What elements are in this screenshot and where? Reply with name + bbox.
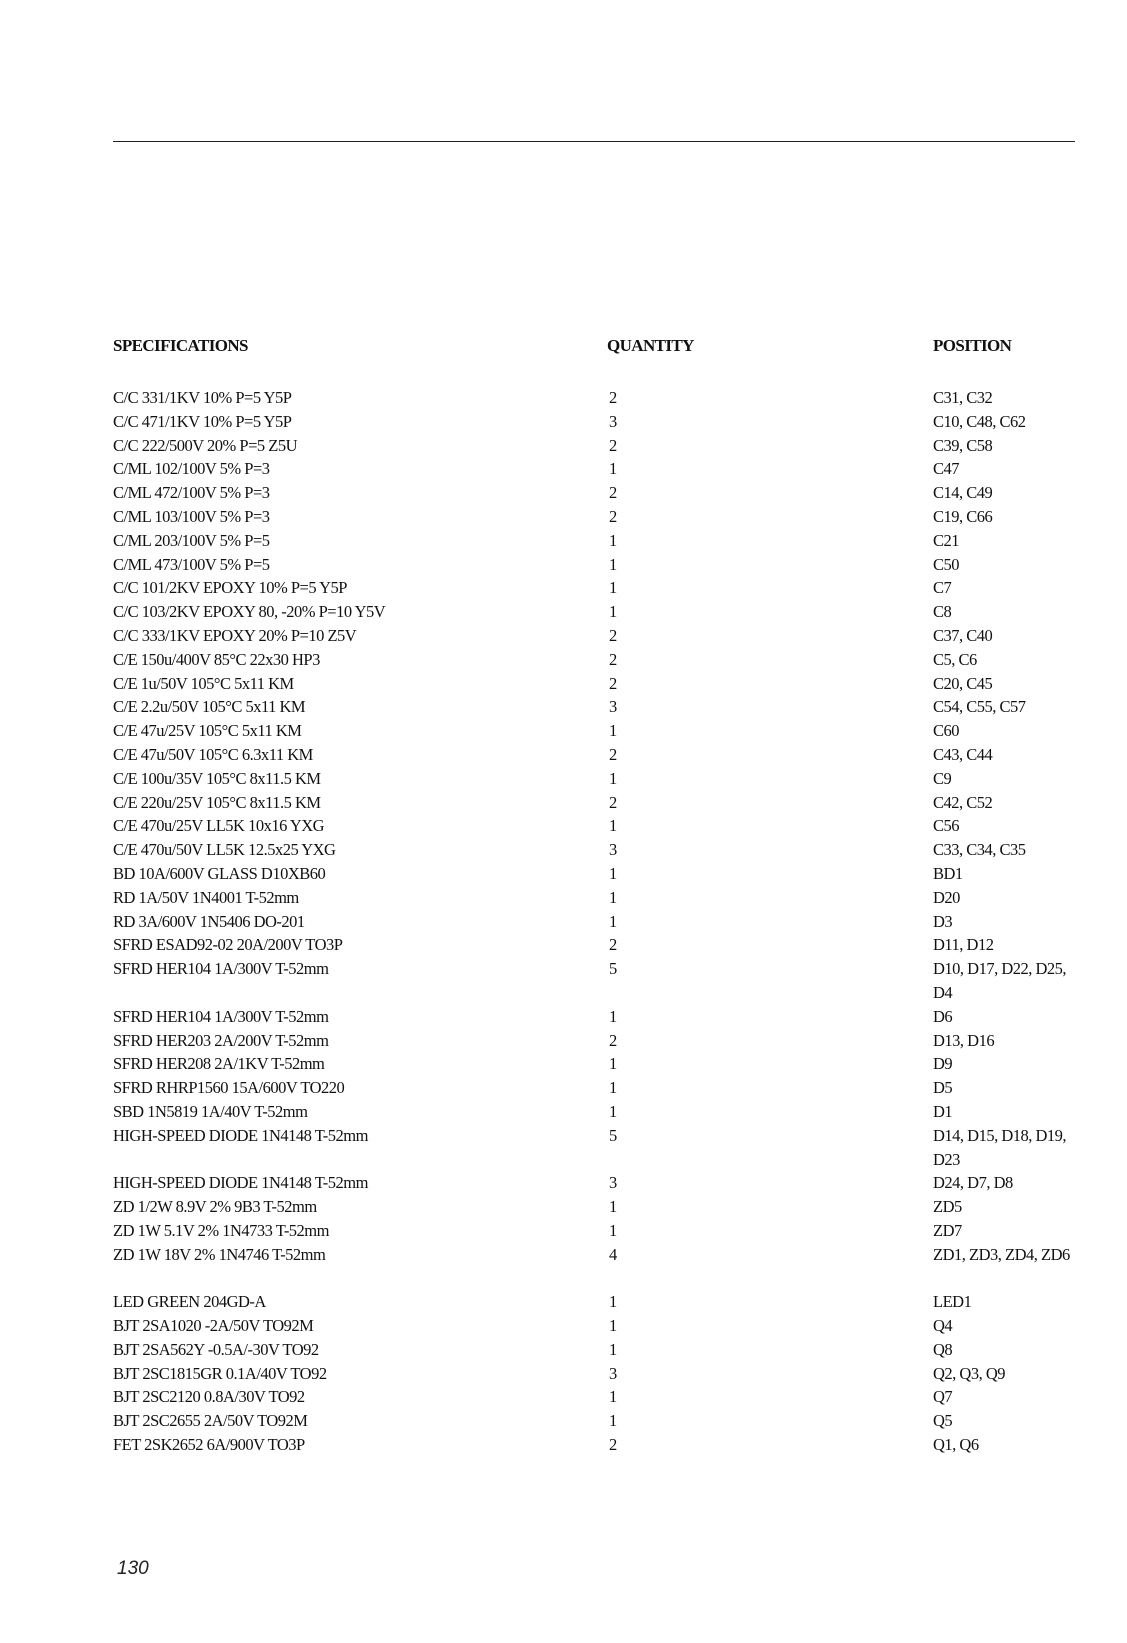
- row-quantity: 1: [609, 554, 617, 574]
- row-quantity: 2: [609, 744, 617, 764]
- row-specification: SFRD HER104 1A/300V T-52mm: [113, 1006, 329, 1026]
- row-position: LED1: [933, 1292, 972, 1312]
- row-position: C37, C40: [933, 625, 993, 645]
- table-row: [0, 1409, 1127, 1433]
- row-quantity: 2: [609, 483, 617, 503]
- row-specification: SBD 1N5819 1A/40V T-52mm: [113, 1101, 308, 1121]
- row-specification: ZD 1W 18V 2% 1N4746 T-52mm: [113, 1244, 326, 1264]
- row-position: D10, D17, D22, D25, D4: [933, 959, 1067, 1002]
- table-row: [0, 1005, 1127, 1029]
- row-specification: C/C 333/1KV EPOXY 20% P=10 Z5V: [113, 625, 357, 645]
- row-position: D20: [933, 887, 960, 907]
- row-position: D5: [933, 1078, 953, 1098]
- row-quantity: 3: [609, 840, 617, 860]
- row-specification: ZD 1/2W 8.9V 2% 9B3 T-52mm: [113, 1197, 317, 1217]
- row-specification: C/E 470u/25V LL5K 10x16 YXG: [113, 816, 325, 836]
- row-specification: SFRD RHRP1560 15A/600V TO220: [113, 1078, 345, 1098]
- row-quantity: 1: [609, 1292, 617, 1312]
- table-row: [0, 814, 1127, 838]
- row-specification: RD 3A/600V 1N5406 DO-201: [113, 911, 305, 931]
- row-quantity: 1: [609, 768, 617, 788]
- row-position: D11, D12: [933, 935, 994, 955]
- row-quantity: 5: [609, 959, 617, 979]
- row-specification: BJT 2SC2120 0.8A/30V TO92: [113, 1387, 305, 1407]
- page-number: 130: [117, 1558, 149, 1579]
- row-position: ZD7: [933, 1220, 962, 1240]
- table-row: [0, 1290, 1127, 1314]
- row-specification: LED GREEN 204GD-A: [113, 1292, 266, 1312]
- table-row: [0, 505, 1127, 529]
- table-row: [0, 457, 1127, 481]
- row-position: C10, C48, C62: [933, 411, 1026, 431]
- row-position: C5, C6: [933, 649, 977, 669]
- row-specification: C/E 220u/25V 105°C 8x11.5 KM: [113, 792, 321, 812]
- row-quantity: 1: [609, 1197, 617, 1217]
- table-row: [0, 1124, 1127, 1172]
- header-quantity: QUANTITY: [607, 336, 694, 355]
- row-specification: C/C 471/1KV 10% P=5 Y5P: [113, 411, 292, 431]
- row-position: Q7: [933, 1387, 953, 1407]
- table-row: [0, 743, 1127, 767]
- row-quantity: 2: [609, 1030, 617, 1050]
- row-position: C39, C58: [933, 435, 993, 455]
- row-position: Q5: [933, 1411, 953, 1431]
- table-row: [0, 719, 1127, 743]
- row-specification: C/E 100u/35V 105°C 8x11.5 KM: [113, 768, 321, 788]
- row-quantity: 1: [609, 1316, 617, 1336]
- row-specification: C/C 101/2KV EPOXY 10% P=5 Y5P: [113, 578, 347, 598]
- row-quantity: 4: [609, 1244, 617, 1264]
- row-position: Q4: [933, 1316, 953, 1336]
- row-position: C56: [933, 816, 960, 836]
- table-row: [0, 1171, 1127, 1195]
- table-row: [0, 791, 1127, 815]
- row-position: C42, C52: [933, 792, 993, 812]
- table-row: [0, 886, 1127, 910]
- parts-list: [0, 386, 1127, 1457]
- row-position: D3: [933, 911, 953, 931]
- table-row: [0, 1338, 1127, 1362]
- table-row: [0, 529, 1127, 553]
- row-position: BD1: [933, 863, 963, 883]
- row-position: C60: [933, 721, 960, 741]
- row-specification: BJT 2SC2655 2A/50V TO92M: [113, 1411, 308, 1431]
- row-position: C50: [933, 554, 960, 574]
- row-specification: RD 1A/50V 1N4001 T-52mm: [113, 887, 299, 907]
- row-position: C43, C44: [933, 744, 993, 764]
- row-specification: C/ML 473/100V 5% P=5: [113, 554, 270, 574]
- table-row: [0, 862, 1127, 886]
- row-position: Q1, Q6: [933, 1435, 979, 1455]
- row-quantity: 1: [609, 721, 617, 741]
- row-specification: C/C 222/500V 20% P=5 Z5U: [113, 435, 298, 455]
- table-row: [0, 576, 1127, 600]
- row-position: D6: [933, 1006, 953, 1026]
- row-specification: C/ML 103/100V 5% P=3: [113, 506, 270, 526]
- row-position: ZD5: [933, 1197, 962, 1217]
- row-specification: BJT 2SC1815GR 0.1A/40V TO92: [113, 1363, 327, 1383]
- row-specification: C/C 103/2KV EPOXY 80, -20% P=10 Y5V: [113, 602, 386, 622]
- row-quantity: 3: [609, 1363, 617, 1383]
- row-quantity: 1: [609, 578, 617, 598]
- row-specification: C/E 47u/50V 105°C 6.3x11 KM: [113, 744, 313, 764]
- row-position: D14, D15, D18, D19, D23: [933, 1125, 1067, 1169]
- row-quantity: 1: [609, 1387, 617, 1407]
- row-specification: FET 2SK2652 6A/900V TO3P: [113, 1435, 305, 1455]
- row-position: D1: [933, 1101, 953, 1121]
- row-quantity: 2: [609, 935, 617, 955]
- row-quantity: 1: [609, 1101, 617, 1121]
- table-row: [0, 386, 1127, 410]
- row-specification: C/E 2.2u/50V 105°C 5x11 KM: [113, 697, 306, 717]
- row-quantity: 1: [609, 459, 617, 479]
- row-quantity: 1: [609, 1220, 617, 1240]
- table-row: [0, 434, 1127, 458]
- row-quantity: 1: [609, 816, 617, 836]
- row-position: C14, C49: [933, 483, 993, 503]
- table-row: [0, 1195, 1127, 1219]
- row-quantity: 3: [609, 697, 617, 717]
- row-quantity: 2: [609, 649, 617, 669]
- table-row: [0, 600, 1127, 624]
- table-row: [0, 1385, 1127, 1409]
- table-row: [0, 1029, 1127, 1053]
- table-row: [0, 1314, 1127, 1338]
- row-position: Q2, Q3, Q9: [933, 1363, 1005, 1383]
- row-quantity: 5: [609, 1125, 617, 1145]
- row-specification: C/E 47u/25V 105°C 5x11 KM: [113, 721, 302, 741]
- row-quantity: 1: [609, 602, 617, 622]
- row-specification: BJT 2SA1020 -2A/50V TO92M: [113, 1316, 314, 1336]
- table-row: [0, 957, 1127, 1005]
- table-row: [0, 695, 1127, 719]
- row-specification: ZD 1W 5.1V 2% 1N4733 T-52mm: [113, 1220, 329, 1240]
- row-quantity: 2: [609, 506, 617, 526]
- row-quantity: 1: [609, 863, 617, 883]
- row-quantity: 2: [609, 625, 617, 645]
- row-position: C31, C32: [933, 388, 993, 407]
- row-quantity: 1: [609, 530, 617, 550]
- row-specification: C/ML 102/100V 5% P=3: [113, 459, 270, 479]
- row-position: C47: [933, 459, 960, 479]
- top-rule: [113, 141, 1075, 142]
- row-position: C20, C45: [933, 673, 993, 693]
- row-quantity: 1: [609, 1054, 617, 1074]
- table-row: [0, 410, 1127, 434]
- row-specification: BD 10A/600V GLASS D10XB60: [113, 863, 326, 883]
- table-row: [0, 1100, 1127, 1124]
- row-quantity: 3: [609, 411, 617, 431]
- row-position: D13, D16: [933, 1030, 995, 1050]
- row-quantity: 2: [609, 792, 617, 812]
- row-position: Q8: [933, 1339, 953, 1359]
- row-specification: C/ML 203/100V 5% P=5: [113, 530, 270, 550]
- row-specification: BJT 2SA562Y -0.5A/-30V TO92: [113, 1339, 319, 1359]
- row-position: D24, D7, D8: [933, 1173, 1013, 1193]
- table-row: [0, 1076, 1127, 1100]
- table-row: [0, 1433, 1127, 1457]
- header-specifications: SPECIFICATIONS: [113, 336, 248, 355]
- row-specification: HIGH-SPEED DIODE 1N4148 T-52mm: [113, 1125, 368, 1145]
- table-row: [0, 553, 1127, 577]
- row-specification: C/E 150u/400V 85°C 22x30 HP3: [113, 649, 320, 669]
- row-specification: SFRD ESAD92-02 20A/200V TO3P: [113, 935, 343, 955]
- row-quantity: 1: [609, 1411, 617, 1431]
- table-row: [0, 1052, 1127, 1076]
- row-specification: C/E 1u/50V 105°C 5x11 KM: [113, 673, 294, 693]
- table-row: [0, 910, 1127, 934]
- row-position: D9: [933, 1054, 953, 1074]
- row-quantity: 1: [609, 1339, 617, 1359]
- table-row: [0, 672, 1127, 696]
- table-row: [0, 1243, 1127, 1291]
- table-row: [0, 481, 1127, 505]
- table-row: [0, 1219, 1127, 1243]
- row-position: C9: [933, 768, 952, 788]
- row-specification: C/ML 472/100V 5% P=3: [113, 483, 270, 503]
- row-position: C21: [933, 530, 960, 550]
- row-position: C8: [933, 602, 952, 622]
- row-quantity: 1: [609, 887, 617, 907]
- table-row: [0, 1362, 1127, 1386]
- row-specification: SFRD HER203 2A/200V T-52mm: [113, 1030, 329, 1050]
- row-quantity: 2: [609, 435, 617, 455]
- row-specification: HIGH-SPEED DIODE 1N4148 T-52mm: [113, 1173, 368, 1193]
- header-position: POSITION: [933, 336, 1012, 355]
- row-specification: C/C 331/1KV 10% P=5 Y5P: [113, 388, 292, 407]
- row-quantity: 2: [609, 388, 617, 407]
- table-header: [0, 336, 1127, 360]
- row-specification: C/E 470u/50V LL5K 12.5x25 YXG: [113, 840, 336, 860]
- row-quantity: 2: [609, 673, 617, 693]
- table-row: [0, 624, 1127, 648]
- table-row: [0, 933, 1127, 957]
- row-quantity: 1: [609, 1006, 617, 1026]
- row-position: ZD1, ZD3, ZD4, ZD6: [933, 1244, 1070, 1264]
- row-position: C7: [933, 578, 952, 598]
- table-row: [0, 838, 1127, 862]
- row-specification: SFRD HER208 2A/1KV T-52mm: [113, 1054, 325, 1074]
- row-position: C54, C55, C57: [933, 697, 1026, 717]
- table-row: [0, 767, 1127, 791]
- row-quantity: 1: [609, 911, 617, 931]
- row-specification: SFRD HER104 1A/300V T-52mm: [113, 959, 329, 979]
- row-position: C33, C34, C35: [933, 840, 1026, 860]
- row-position: C19, C66: [933, 506, 993, 526]
- row-quantity: 1: [609, 1078, 617, 1098]
- row-quantity: 2: [609, 1435, 617, 1455]
- row-quantity: 3: [609, 1173, 617, 1193]
- table-row: [0, 648, 1127, 672]
